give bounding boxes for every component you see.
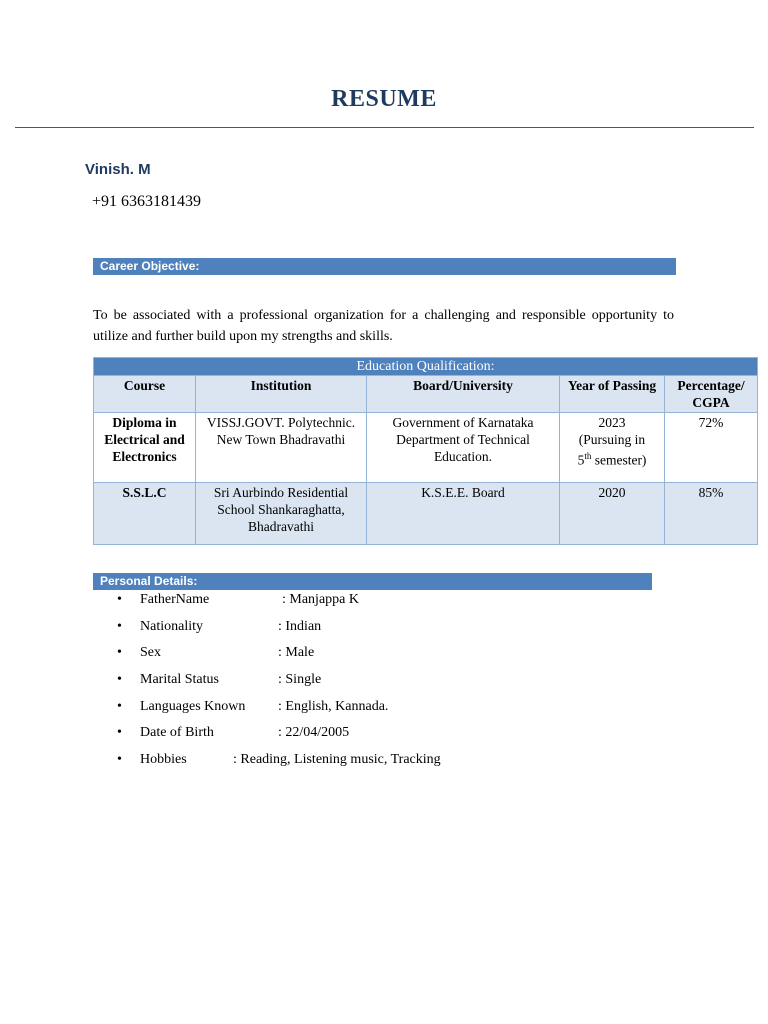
detail-value: : Male	[278, 645, 315, 661]
column-header: Percentage/ CGPA	[665, 376, 758, 413]
board-cell: K.S.E.E. Board	[367, 483, 560, 545]
detail-value: : Indian	[278, 618, 322, 634]
course-cell: Diploma in Electrical and Electronics	[94, 413, 196, 483]
course-cell: S.S.L.C	[94, 483, 196, 545]
bullet-icon: •	[117, 618, 122, 634]
candidate-name: Vinish. M	[85, 161, 151, 178]
column-header: Year of Passing	[560, 376, 665, 413]
career-objective-heading: Career Objective:	[93, 258, 676, 275]
career-objective-text: To be associated with a professional organization for a challenging and responsible opportunity to utilize and further build upon my strengths and skills.	[93, 308, 674, 344]
percentage-cell: 72%	[665, 413, 758, 483]
phone-number: +91 6363181439	[92, 193, 202, 210]
detail-value: : Single	[278, 672, 322, 688]
year-cell: 2020	[560, 483, 665, 545]
bullet-icon: •	[117, 752, 122, 768]
bullet-icon: •	[117, 592, 122, 607]
detail-label: Nationality	[140, 618, 203, 634]
detail-value: : Reading, Listening music, Tracking	[233, 752, 441, 768]
detail-value: : Manjappa K	[282, 592, 359, 607]
education-header-row	[94, 376, 758, 413]
bullet-icon: •	[117, 672, 122, 688]
year-note-suffix: semester)	[591, 452, 647, 468]
column-header: Course	[94, 376, 196, 413]
institution-cell: Sri Aurbindo Residential School Shankaraghatta, Bhadravathi	[196, 483, 367, 545]
detail-label: Date of Birth	[140, 725, 214, 741]
year-note-prefix: (Pursuing in	[578, 432, 646, 447]
bullet-icon: •	[117, 698, 122, 714]
title-divider	[15, 127, 754, 128]
column-header: Institution	[196, 376, 367, 413]
bullet-icon: •	[117, 725, 122, 741]
detail-value: : English, Kannada.	[278, 698, 389, 714]
detail-label: Sex	[140, 645, 161, 661]
education-table	[93, 357, 758, 545]
percentage-cell: 85%	[665, 483, 758, 545]
personal-details-heading: Personal Details:	[93, 573, 652, 590]
page-title: RESUME	[331, 86, 437, 112]
year-value: 2023	[598, 415, 626, 430]
table-row	[94, 413, 758, 483]
table-row	[94, 483, 758, 545]
column-header: Board/University	[367, 376, 560, 413]
year-note-number: 5	[577, 452, 585, 468]
detail-label: Hobbies	[140, 752, 187, 768]
board-cell: Government of Karnataka Department of Technical Education.	[367, 413, 560, 483]
year-cell	[560, 413, 665, 483]
education-heading: Education Qualification:	[94, 358, 758, 376]
year-note-superscript: th	[584, 451, 592, 461]
detail-value: : 22/04/2005	[278, 725, 350, 741]
detail-label: Languages Known	[140, 698, 246, 714]
institution-cell: VISSJ.GOVT. Polytechnic. New Town Bhadravathi	[196, 413, 367, 483]
detail-label: FatherName	[140, 592, 210, 607]
detail-label: Marital Status	[140, 672, 219, 688]
bullet-icon: •	[117, 645, 122, 661]
